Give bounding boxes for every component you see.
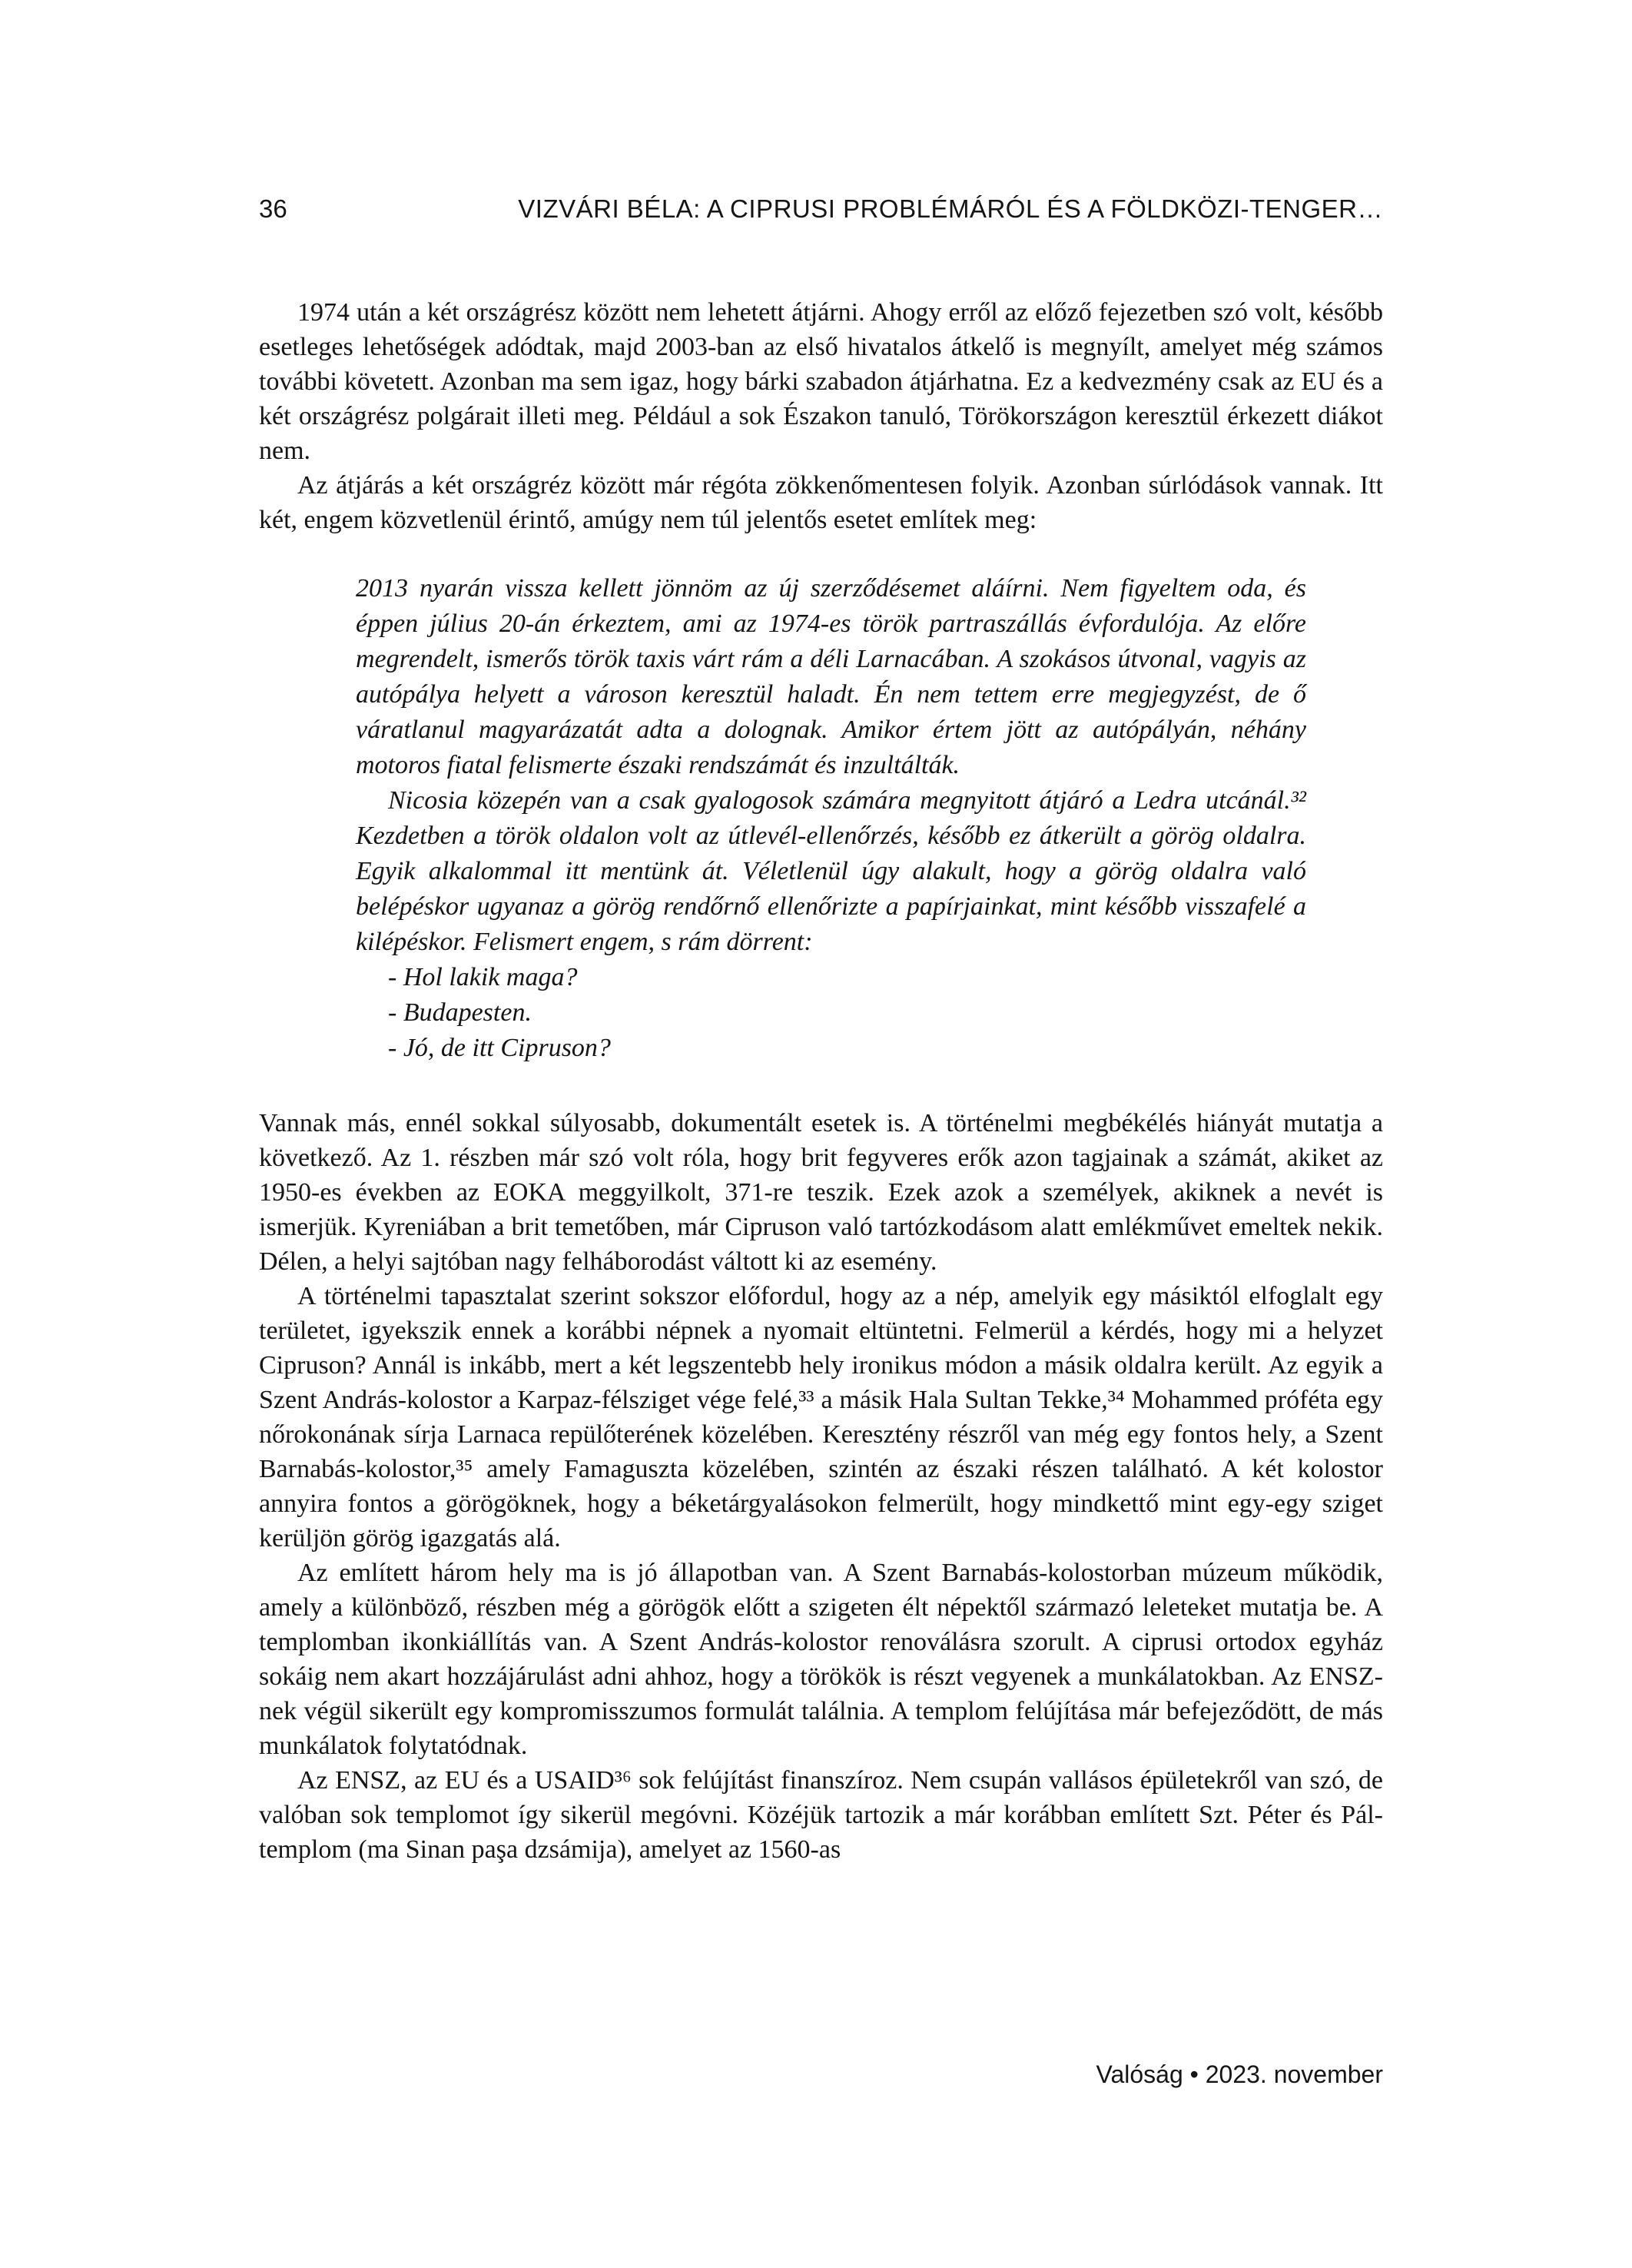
quote-paragraph-nicosia: Nicosia közepén van a csak gyalogosok számára megnyitott átjáró a Ledra utcánál.³² Kezdetben a török oldalon volt az útlevél-ellenőrzés, később ez átkerült a görög oldalra. Egyik alkalommal itt mentünk át. Véletlenül úgy alakult, hogy a görög oldalra való belépéskor ugyanaz a görög rendőrnő ellenőrizte a papírjainkat, mint később visszafelé a kilépéskor. Felismert engem, s rám dörrent:	[356, 786, 1306, 956]
paragraph-three-places: Az említett három hely ma is jó állapotban van. A Szent Barnabás-kolostorban múzeum működik, amely a különböző, részben még a görögök előtt a szigeten élt népektől származó leleteket mutatja be. A templomban ikonkiállítás van. A Szent András-kolostor renoválásra szorult. A ciprusi ortodox egyház sokáig nem akart hozzájárulást adni ahhoz, hogy a törökök is részt vegyenek a munkálatokban. Az ENSZ-nek végül sikerült egy kompromisszumos formulát találnia. A templom felújítása már befejeződött, de más munkálatok folytatódnak.	[259, 1559, 1383, 1760]
paragraph-historical-experience: A történelmi tapasztalat szerint sokszor előfordul, hogy az a nép, amelyik egy másiktól elfoglalt egy területet, igyekszik ennek a korábbi népnek a nyomait eltüntetni. Felmerül a kérdés, hogy mi a helyzet Cipruson? Annál is inkább, mert a két legszentebb hely ironikus módon a másik oldalra került. Az egyik a Szent András-kolostor a Karpaz-félsziget vége felé,³³ a másik Hala Sultan Tekke,³⁴ Mohammed próféta egy nőrokonának sírja Larnaca repülőterének közelében. Keresztény részről van még egy fontos hely, a Szent Barnabás-kolostor,³⁵ amely Famaguszta közelében, szintén az északi részen található. A két kolostor annyira fontos a görögöknek, hogy a béketárgyalásokon felmerült, hogy mindkettő mint egy-egy sziget kerüljön görög igazgatás alá.	[259, 1282, 1383, 1552]
text-column	[259, 194, 1383, 1867]
page-number: 36	[259, 194, 287, 223]
quote-paragraph-2013: 2013 nyarán vissza kellett jönnöm az új szerződésemet aláírni. Nem figyeltem oda, és éppen július 20-án érkeztem, ami az 1974-es török partraszállás évfordulója. Az előre megrendelt, ismerős török taxis várt rám a déli Larnacában. A szokásos útvonal, vagyis az autópálya helyett a városon keresztül haladt. Én nem tettem erre megjegyzést, de ő váratlanul magyarázatát adta a dolognak. Amikor értem jött az autópályán, néhány motoros fiatal felismerte északi rendszámát és inzultálták.	[356, 574, 1306, 779]
paragraph-ensz-eu-usaid: Az ENSZ, az EU és a USAID³⁶ sok felújítást finanszíroz. Nem csupán vallásos épületekről van szó, de valóban sok templomot így sikerül megóvni. Közéjük tartozik a már korábban említett Szt. Péter és Pál-templom (ma Sinan paşa dzsámija), amelyet az 1560-as	[259, 1766, 1383, 1864]
paragraph-crossing-frictions: Az átjárás a két országréz között már régóta zökkenőmentesen folyik. Azonban súrlódások vannak. Itt két, engem közvetlenül érintő, amúgy nem túl jelentős esetet említek meg:	[259, 471, 1383, 534]
paragraph-1974-crossing: 1974 után a két országrész között nem lehetett átjárni. Ahogy erről az előző fejezetben szó volt, később esetleges lehetőségek adódtak, majd 2003-ban az első hivatalos átkelő is megnyílt, amelyet még számos további követett. Azonban ma sem igaz, hogy bárki szabadon átjárhatna. Ez a kedvezmény csak az EU és a két országrész polgárait illeti meg. Például a sok Északon tanuló, Törökországon keresztül érkezett diákot nem.	[259, 298, 1383, 465]
page-header	[259, 194, 1383, 224]
block-quote	[356, 571, 1306, 1066]
article-body	[259, 295, 1383, 1867]
dialogue-line: - Jó, de itt Cipruson?	[388, 1034, 611, 1062]
dialogue-line: - Budapesten.	[388, 998, 532, 1027]
running-title: VIZVÁRI BÉLA: A CIPRUSI PROBLÉMÁRÓL ÉS A FÖLDKÖZI-TENGER…	[518, 194, 1383, 223]
dialogue-line: - Hol lakik maga?	[388, 963, 578, 991]
paragraph-documented-cases: Vannak más, ennél sokkal súlyosabb, dokumentált esetek is. A történelmi megbékélés hiányát mutatja a következő. Az 1. részben már szó volt róla, hogy brit fegyveres erők azon tagjainak a számát, akiket az 1950-es években az EOKA meggyilkolt, 371-re teszik. Ezek azok a személyek, akiknek a nevét is ismerjük. Kyreniában a brit temetőben, már Cipruson való tartózkodásom alatt emlékművet emeltek nekik. Délen, a helyi sajtóban nagy felháborodást váltott ki az esemény.	[259, 1109, 1383, 1276]
page-footer	[259, 2060, 1383, 2089]
journal-issue: Valóság • 2023. november	[1096, 2060, 1383, 2088]
